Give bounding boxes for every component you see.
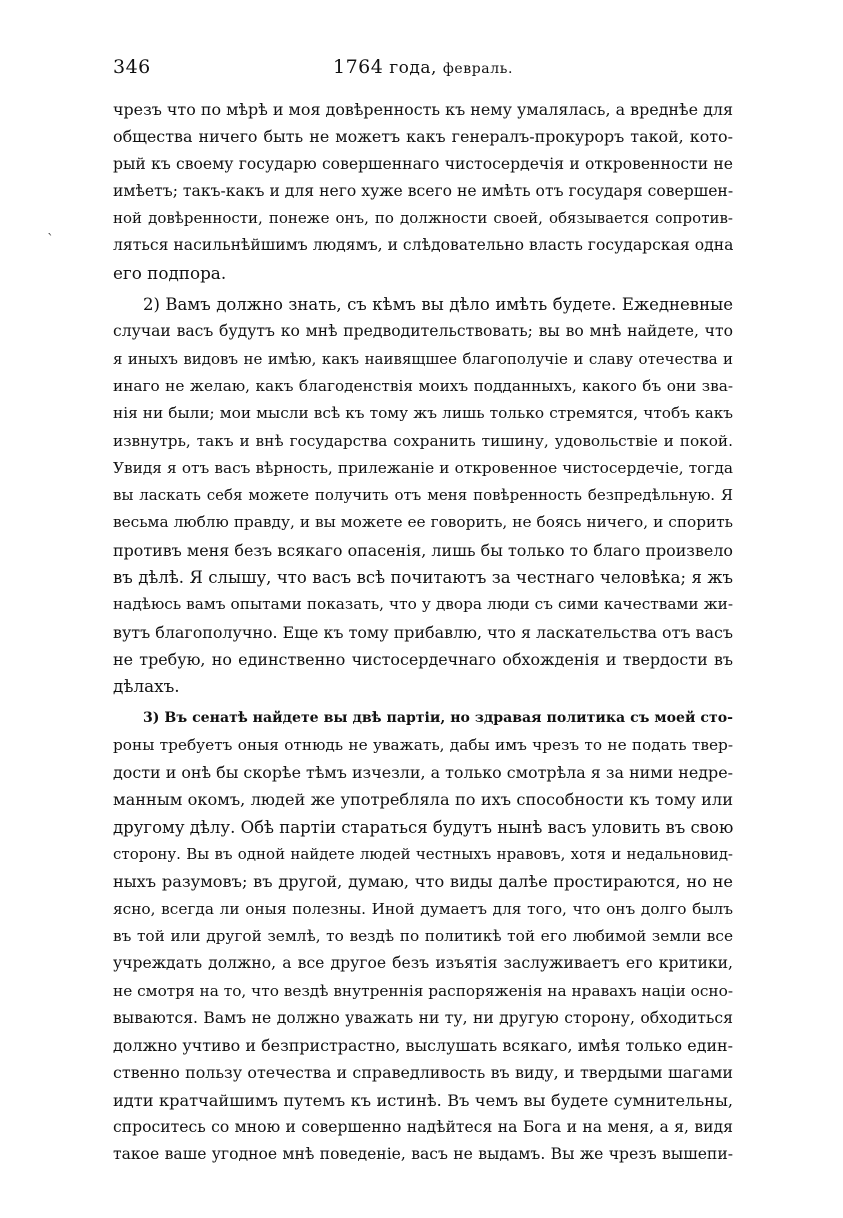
text-line: вы ласкать себя можете получить отъ меня повѣренность безпредѣльную. Я	[113, 486, 733, 505]
body-text	[113, 96, 733, 1169]
text-line: 2) Вамъ должно знать, съ кѣмъ вы дѣло имѣть будете. Ежедневные	[143, 295, 733, 315]
text-line: роны требуетъ оныя отнюдь не уважать, дабы имъ чрезъ то не подать твер-	[113, 735, 733, 754]
text-line: случаи васъ будутъ ко мнѣ предводительствовать; вы во мнѣ найдете, что	[113, 322, 733, 341]
text-line: имѣетъ; такъ-какъ и для него хуже всего не имѣть отъ государя совершен-	[113, 181, 733, 200]
text-line: надѣюсь вамъ опытами показать, что у двора люди съ сими качествами жи-	[113, 595, 733, 614]
text-line: должно учтиво и безпристрастно, выслушать всякаго, имѣя только един-	[113, 1036, 733, 1056]
running-head	[113, 56, 733, 78]
text-line: 3) Въ сенатѣ найдете вы двѣ партіи, но здравая политика съ моей сто-	[143, 709, 733, 726]
text-line: рый къ своему государю совершеннаго чистосердечія и откровенности не	[113, 154, 733, 173]
text-line: извнутрь, такъ и внѣ государства сохранить тишину, удовольствіе и покой.	[113, 431, 733, 450]
text-line: нія ни были; мои мысли всѣ къ тому жъ лишь только стремятся, чтобъ какъ	[113, 404, 733, 423]
text-line: чрезъ что по мѣрѣ и моя довѣренность къ нему умалялась, а вреднѣе для	[113, 100, 733, 119]
text-line: инаго не желаю, какъ благоденствія моихъ подданныхъ, какого бъ они зва-	[113, 376, 733, 395]
text-line: весьма люблю правду, и вы можете ее говорить, не боясь ничего, и спорить	[113, 513, 733, 532]
text-line: ляться насильнѣйшимъ людямъ, и слѣдовательно власть государская одна	[113, 236, 733, 255]
text-line: такое ваше угодное мнѣ поведеніе, васъ не выдамъ. Вы же чрезъ вышепи-	[113, 1145, 733, 1164]
text-line: дѣлахъ.	[113, 676, 180, 697]
running-head-month: февраль.	[442, 61, 514, 77]
paragraph-2	[113, 291, 733, 700]
text-line: общества ничего быть не можетъ какъ генералъ-прокуроръ такой, кото-	[113, 127, 733, 147]
text-line: учреждать должно, а все другое безъ изъятія заслуживаетъ его критики,	[113, 954, 733, 973]
text-line: вутъ благополучно. Еще къ тому прибавлю, что я ласкательства отъ васъ	[113, 622, 733, 642]
paragraph-1	[113, 96, 733, 287]
text-line: въ дѣлѣ. Я слышу, что васъ всѣ почитаютъ за честнаго человѣка; я жъ	[113, 568, 733, 588]
text-line: вываются. Вамъ не должно уважать ни ту, ни другую сторону, обходиться	[113, 1008, 733, 1027]
text-line: я иныхъ видовъ не имѣю, какъ наивящшее благополучіе и славу отечества и	[113, 349, 733, 368]
paragraph-3	[113, 705, 733, 1169]
text-line: идти кратчайшимъ путемъ къ истинѣ. Въ чемъ вы будете сумнительны,	[113, 1090, 733, 1110]
text-line: не требую, но единственно чистосердечнаго обхожденія и твердости въ	[113, 649, 733, 669]
text-line: сторону. Вы въ одной найдете людей честныхъ нравовъ, хотя и недальновид-	[113, 845, 733, 864]
text-line: его подпора.	[113, 262, 227, 283]
text-line: противъ меня безъ всякаго опасенія, лишь бы только то благо произвело	[113, 540, 733, 560]
margin-mark: `	[47, 232, 54, 248]
text-line: ственно пользу отечества и справедливость въ виду, и твердыми шагами	[113, 1063, 733, 1083]
running-head-year-word: года,	[389, 58, 437, 78]
text-line: спроситесь со мною и совершенно надѣйтеся на Бога и на меня, а я, видя	[113, 1117, 733, 1136]
running-head-year: 1764	[332, 56, 384, 78]
text-line: ясно, всегда ли оныя полезны. Иной думаетъ для того, что онъ долго былъ	[113, 899, 733, 918]
page-header	[113, 56, 733, 82]
text-line: въ той или другой землѣ, то вездѣ по политикѣ той его любимой земли все	[113, 926, 733, 945]
text-line: Увидя я отъ васъ вѣрность, прилежаніе и откровенное чистосердечіе, тогда	[113, 458, 733, 477]
text-line: ной довѣренности, понеже онъ, по должности своей, обязывается сопротив-	[113, 209, 733, 228]
text-line: манным окомъ, людей же употребляла по ихъ способности къ тому или	[113, 790, 733, 810]
page-number: 346	[113, 56, 151, 78]
text-line: ныхъ разумовъ; въ другой, думаю, что виды далѣе простираются, но не	[113, 872, 733, 892]
text-line: не смотря на то, что вездѣ внутреннія распоряженія на нравахъ націи осно-	[113, 981, 733, 1000]
text-line: дости и онѣ бы скорѣе тѣмъ изчезли, а только смотрѣла я за ними недре-	[113, 763, 733, 783]
text-line: другому дѣлу. Обѣ партіи стараться будутъ нынѣ васъ уловить въ свою	[113, 817, 733, 837]
